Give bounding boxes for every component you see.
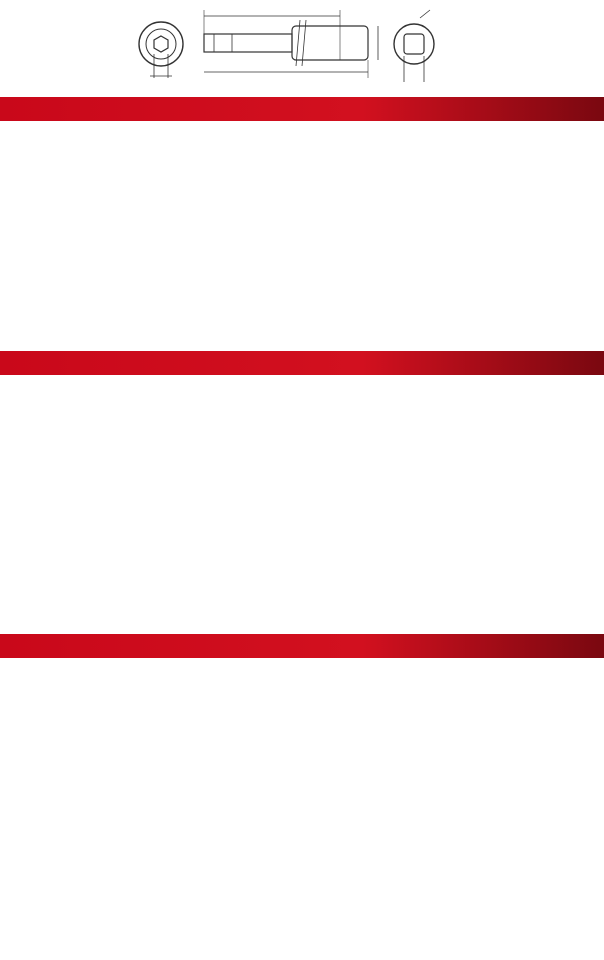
socket-drawing	[0, 0, 604, 96]
section-bar-sets	[0, 634, 604, 658]
product-diagram	[0, 0, 604, 96]
section-bar-metric	[0, 97, 604, 121]
section-bar-inch	[0, 351, 604, 375]
